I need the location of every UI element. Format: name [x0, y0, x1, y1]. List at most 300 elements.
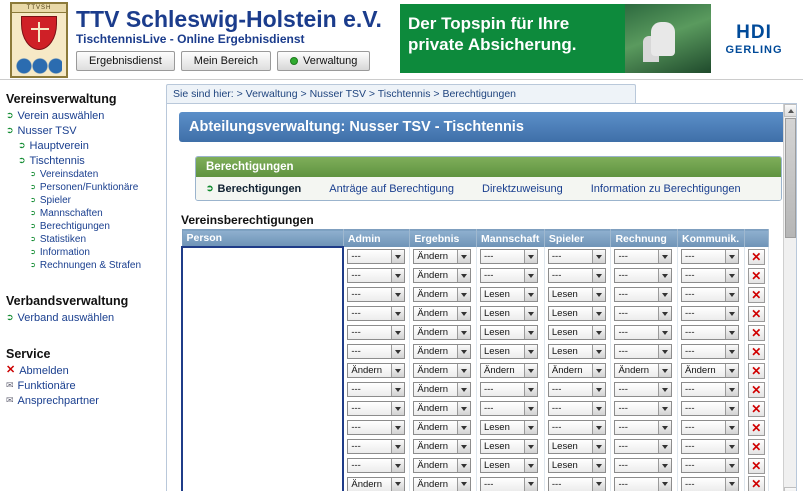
sidebar-item-personen-funktionaere[interactable]	[6, 182, 158, 194]
cell-kommunikation	[678, 456, 745, 475]
delete-row-button[interactable]: ✕	[748, 363, 765, 379]
chevron-down-icon[interactable]	[457, 345, 470, 358]
chevron-down-icon[interactable]	[592, 421, 605, 434]
select-kommunikation[interactable]	[681, 306, 739, 321]
tab-antraege-auf-berechtigung[interactable]	[329, 183, 454, 195]
sidebar-item-hauptverein[interactable]	[6, 139, 158, 153]
select-admin[interactable]	[347, 382, 405, 397]
cell-spieler	[544, 304, 611, 323]
select-spieler[interactable]	[548, 439, 606, 454]
select-admin[interactable]	[347, 287, 405, 302]
select-value: Lesen	[483, 327, 510, 338]
delete-row-button[interactable]: ✕	[748, 249, 765, 265]
sidebar-item-ansprechpartner[interactable]	[6, 394, 158, 408]
chevron-down-icon[interactable]	[658, 440, 671, 453]
select-kommunikation[interactable]	[681, 401, 739, 416]
green-arrow-icon: ➲	[30, 223, 36, 230]
chevron-down-icon[interactable]	[524, 421, 537, 434]
select-spieler[interactable]	[548, 420, 606, 435]
green-arrow-icon: ➲	[206, 183, 214, 193]
select-value: Ändern	[417, 384, 449, 395]
chevron-down-icon[interactable]	[592, 478, 605, 491]
sidebar-item-verein-auswaehlen[interactable]	[6, 109, 158, 123]
chevron-down-icon[interactable]	[725, 478, 738, 491]
select-admin[interactable]	[347, 325, 405, 340]
cell-spieler	[544, 285, 611, 304]
site-title-block	[76, 0, 396, 79]
select-rechnung[interactable]	[614, 420, 672, 435]
sidebar-item-label: Rechnungen & Strafen	[39, 260, 142, 271]
select-spieler[interactable]	[548, 344, 606, 359]
cell-mannschaft	[476, 475, 544, 491]
chevron-down-icon[interactable]	[725, 383, 738, 396]
sidebar-item-berechtigungen[interactable]	[6, 221, 158, 233]
select-kommunikation[interactable]	[681, 439, 739, 454]
chevron-down-icon[interactable]	[391, 288, 404, 301]
chevron-down-icon[interactable]	[457, 383, 470, 396]
chevron-down-icon[interactable]	[524, 307, 537, 320]
chevron-down-icon[interactable]	[725, 307, 738, 320]
select-kommunikation[interactable]	[681, 382, 739, 397]
chevron-down-icon[interactable]	[592, 440, 605, 453]
delete-row-button[interactable]: ✕	[748, 382, 765, 398]
chevron-down-icon[interactable]	[725, 402, 738, 415]
select-ergebnis[interactable]	[413, 268, 471, 283]
chevron-down-icon[interactable]	[592, 383, 605, 396]
sidebar-item-nusser-tsv[interactable]	[6, 124, 158, 138]
select-rechnung[interactable]	[614, 382, 672, 397]
select-value: Ändern	[417, 251, 449, 262]
table-row	[182, 247, 769, 266]
chevron-down-icon[interactable]	[457, 288, 470, 301]
delete-row-button[interactable]: ✕	[748, 344, 765, 360]
person-list-box[interactable]	[182, 247, 343, 491]
chevron-down-icon[interactable]	[524, 383, 537, 396]
cell-kommunikation	[678, 418, 745, 437]
chevron-down-icon[interactable]	[592, 288, 605, 301]
chevron-down-icon[interactable]	[658, 364, 671, 377]
delete-row-button[interactable]: ✕	[748, 306, 765, 322]
chevron-down-icon[interactable]	[524, 402, 537, 415]
select-value: Ändern	[417, 403, 449, 414]
chevron-down-icon[interactable]	[457, 269, 470, 282]
cell-kommunikation	[678, 437, 745, 456]
select-mannschaft[interactable]	[480, 477, 538, 491]
select-rechnung[interactable]	[614, 306, 672, 321]
chevron-down-icon[interactable]	[524, 459, 537, 472]
cell-actions	[744, 361, 768, 380]
cell-kommunikation	[678, 399, 745, 418]
chevron-down-icon[interactable]	[457, 478, 470, 491]
chevron-down-icon[interactable]	[725, 421, 738, 434]
select-kommunikation[interactable]	[681, 458, 739, 473]
select-kommunikation[interactable]	[681, 477, 739, 491]
select-mannschaft[interactable]	[480, 363, 538, 378]
chevron-down-icon[interactable]	[524, 364, 537, 377]
nav-button-verwaltung[interactable]	[277, 51, 370, 71]
chevron-down-icon[interactable]	[658, 402, 671, 415]
cell-ergebnis	[410, 437, 477, 456]
chevron-down-icon[interactable]	[592, 269, 605, 282]
select-value: Ändern	[417, 346, 449, 357]
chevron-down-icon[interactable]	[391, 269, 404, 282]
green-arrow-icon: ➲	[30, 184, 36, 191]
chevron-down-icon[interactable]	[592, 459, 605, 472]
select-kommunikation[interactable]	[681, 344, 739, 359]
tab-berechtigungen[interactable]	[206, 182, 301, 195]
select-value: ---	[685, 478, 695, 490]
chevron-down-icon[interactable]	[391, 250, 404, 263]
chevron-down-icon[interactable]	[391, 326, 404, 339]
select-admin[interactable]	[347, 458, 405, 473]
select-admin[interactable]	[347, 401, 405, 416]
chevron-down-icon[interactable]	[391, 307, 404, 320]
select-rechnung[interactable]	[614, 401, 672, 416]
cell-ergebnis	[410, 323, 477, 342]
select-value: ---	[551, 251, 562, 262]
delete-row-button[interactable]: ✕	[748, 287, 765, 303]
chevron-down-icon[interactable]	[658, 345, 671, 358]
cell-rechnung	[611, 399, 678, 418]
sidebar-item-label: Spieler	[39, 195, 72, 206]
select-spieler[interactable]	[548, 287, 606, 302]
delete-row-button[interactable]: ✕	[748, 325, 765, 341]
select-rechnung[interactable]	[614, 268, 672, 283]
select-spieler[interactable]	[548, 363, 606, 378]
subpanel-header: Berechtigungen	[196, 157, 781, 177]
select-kommunikation[interactable]	[681, 325, 739, 340]
sidebar-item-spieler[interactable]	[6, 195, 158, 207]
cell-rechnung	[611, 342, 678, 361]
select-value: Ändern	[417, 270, 449, 281]
select-value: Lesen	[483, 441, 510, 452]
sidebar-item-label: Statistiken	[39, 234, 87, 245]
sidebar-item-statistiken[interactable]	[6, 234, 158, 246]
cell-spieler	[544, 475, 611, 491]
breadcrumb: Sie sind hier: > Verwaltung > Nusser TSV > Tischtennis > Berechtigungen	[166, 84, 636, 103]
select-spieler[interactable]	[548, 477, 606, 491]
sidebar-item-funktionaere[interactable]	[6, 379, 158, 393]
sidebar-item-label: Verein auswählen	[17, 110, 105, 122]
select-ergebnis[interactable]	[413, 344, 471, 359]
chevron-down-icon[interactable]	[524, 250, 537, 263]
crest-label: TTVSH	[12, 4, 66, 13]
select-spieler[interactable]	[548, 306, 606, 321]
select-value: Ändern	[417, 365, 449, 376]
chevron-down-icon[interactable]	[524, 345, 537, 358]
column-header-rechnung: Rechnung	[611, 230, 678, 248]
select-value: ---	[618, 384, 628, 395]
select-rechnung[interactable]	[614, 249, 672, 264]
select-rechnung[interactable]	[614, 287, 672, 302]
crest-shield-icon	[21, 16, 57, 50]
cell-spieler	[544, 266, 611, 285]
site-subtitle: TischtennisLive - Online Ergebnisdienst	[76, 32, 305, 46]
sidebar-item-label: Funktionäre	[17, 380, 76, 392]
select-value: ---	[551, 422, 562, 433]
sidebar-item-mannschaften[interactable]	[6, 208, 158, 220]
tab-label: Direktzuweisung	[482, 182, 563, 195]
chevron-down-icon[interactable]	[524, 326, 537, 339]
tab-label: Berechtigungen	[217, 182, 302, 195]
select-rechnung[interactable]	[614, 477, 672, 491]
delete-row-button[interactable]: ✕	[748, 420, 765, 436]
chevron-down-icon[interactable]	[391, 478, 404, 491]
chevron-down-icon[interactable]	[658, 288, 671, 301]
select-ergebnis[interactable]	[413, 439, 471, 454]
chevron-down-icon[interactable]	[592, 250, 605, 263]
permissions-subpanel	[195, 156, 782, 201]
select-admin[interactable]	[347, 344, 405, 359]
delete-row-button[interactable]: ✕	[748, 476, 765, 491]
scroll-up-button[interactable]	[784, 104, 797, 117]
chevron-down-icon[interactable]	[592, 307, 605, 320]
scroll-thumb[interactable]	[785, 118, 796, 238]
select-rechnung[interactable]	[614, 439, 672, 454]
select-spieler[interactable]	[548, 401, 606, 416]
advertisement-banner[interactable]	[400, 4, 797, 73]
sidebar-item-label: Nusser TSV	[17, 125, 77, 137]
chevron-down-icon[interactable]	[725, 326, 738, 339]
sidebar-item-tischtennis[interactable]	[6, 154, 158, 168]
chevron-down-icon[interactable]	[524, 269, 537, 282]
chevron-down-icon[interactable]	[457, 250, 470, 263]
select-kommunikation[interactable]	[681, 268, 739, 283]
cell-actions	[744, 323, 768, 342]
select-ergebnis[interactable]	[413, 249, 471, 264]
chevron-down-icon[interactable]	[457, 364, 470, 377]
sidebar-item-vereinsdaten[interactable]	[6, 169, 158, 181]
select-ergebnis[interactable]	[413, 458, 471, 473]
chevron-down-icon[interactable]	[391, 421, 404, 434]
select-value: Ändern	[417, 422, 449, 433]
select-rechnung[interactable]	[614, 363, 672, 378]
sidebar-item-label: Vereinsdaten	[39, 169, 99, 180]
delete-row-button[interactable]: ✕	[748, 401, 765, 417]
cell-mannschaft	[476, 247, 544, 266]
sidebar-item-abmelden[interactable]	[6, 364, 158, 378]
select-spieler[interactable]	[548, 325, 606, 340]
select-value: Ändern	[417, 441, 449, 452]
chevron-down-icon[interactable]	[391, 440, 404, 453]
select-spieler[interactable]	[548, 249, 606, 264]
select-mannschaft[interactable]	[480, 344, 538, 359]
select-mannschaft[interactable]	[480, 306, 538, 321]
delete-row-button[interactable]: ✕	[748, 458, 765, 474]
select-admin[interactable]	[347, 306, 405, 321]
tab-direktzuweisung[interactable]	[482, 183, 563, 195]
cell-admin	[343, 342, 410, 361]
chevron-down-icon[interactable]	[658, 459, 671, 472]
cell-kommunikation	[678, 266, 745, 285]
delete-row-button[interactable]: ✕	[748, 439, 765, 455]
select-spieler[interactable]	[548, 458, 606, 473]
select-admin[interactable]	[347, 439, 405, 454]
chevron-down-icon[interactable]	[457, 459, 470, 472]
cell-mannschaft	[476, 399, 544, 418]
select-rechnung[interactable]	[614, 458, 672, 473]
chevron-down-icon[interactable]	[457, 440, 470, 453]
chevron-down-icon[interactable]	[457, 326, 470, 339]
cell-kommunikation	[678, 323, 745, 342]
select-ergebnis[interactable]	[413, 401, 471, 416]
green-arrow-icon: ➲	[6, 110, 14, 120]
cell-kommunikation	[678, 475, 745, 491]
chevron-down-icon[interactable]	[457, 421, 470, 434]
chevron-down-icon[interactable]	[391, 345, 404, 358]
select-value: ---	[351, 289, 361, 300]
select-value: ---	[618, 478, 628, 490]
panel-scrollbar[interactable]	[783, 104, 796, 491]
select-kommunikation[interactable]	[681, 249, 739, 264]
select-value: ---	[618, 441, 628, 452]
cell-spieler	[544, 418, 611, 437]
cell-admin	[343, 285, 410, 304]
cell-actions	[744, 380, 768, 399]
select-ergebnis[interactable]	[413, 382, 471, 397]
green-arrow-icon: ➲	[30, 262, 36, 269]
chevron-down-icon[interactable]	[391, 459, 404, 472]
cell-spieler	[544, 361, 611, 380]
column-header-kommunikation: Kommunik.	[678, 230, 745, 248]
cell-ergebnis	[410, 247, 477, 266]
select-mannschaft[interactable]	[480, 382, 538, 397]
nav-button-mein-bereich[interactable]	[181, 51, 271, 71]
select-value: ---	[685, 403, 695, 414]
cell-admin	[343, 418, 410, 437]
column-header-actions	[744, 230, 768, 248]
chevron-down-icon[interactable]	[725, 269, 738, 282]
select-value: Ändern	[417, 289, 449, 300]
sponsor-subname: GERLING	[725, 43, 783, 56]
chevron-down-icon[interactable]	[391, 364, 404, 377]
select-mannschaft[interactable]	[480, 458, 538, 473]
chevron-down-icon[interactable]	[592, 402, 605, 415]
chevron-down-icon[interactable]	[658, 250, 671, 263]
chevron-down-icon[interactable]	[725, 250, 738, 263]
select-value: Ändern	[417, 460, 449, 471]
chevron-down-icon[interactable]	[457, 402, 470, 415]
tab-information-zu-berechtigungen[interactable]	[591, 183, 741, 195]
select-mannschaft[interactable]	[480, 287, 538, 302]
cell-admin	[343, 304, 410, 323]
select-ergebnis[interactable]	[413, 420, 471, 435]
select-value: ---	[351, 422, 361, 433]
chevron-down-icon[interactable]	[592, 364, 605, 377]
scroll-down-button[interactable]	[784, 487, 797, 491]
sidebar-item-verband-auswaehlen[interactable]	[6, 311, 158, 325]
select-value: Ändern	[551, 365, 583, 376]
chevron-down-icon[interactable]	[658, 269, 671, 282]
select-value: ---	[685, 308, 695, 319]
crest-waves-icon	[16, 52, 62, 74]
select-kommunikation[interactable]	[681, 363, 739, 378]
select-ergebnis[interactable]	[413, 363, 471, 378]
chevron-down-icon[interactable]	[391, 383, 404, 396]
select-admin[interactable]	[347, 477, 405, 491]
column-header-person: Person	[182, 230, 343, 248]
select-ergebnis[interactable]	[413, 306, 471, 321]
select-ergebnis[interactable]	[413, 287, 471, 302]
chevron-down-icon[interactable]	[524, 288, 537, 301]
select-mannschaft[interactable]	[480, 325, 538, 340]
chevron-down-icon[interactable]	[658, 383, 671, 396]
select-value: Ändern	[618, 365, 650, 376]
select-admin[interactable]	[347, 363, 405, 378]
cell-mannschaft	[476, 437, 544, 456]
cell-rechnung	[611, 323, 678, 342]
delete-row-button[interactable]: ✕	[748, 268, 765, 284]
banner-line-1: Der Topspin für Ihre	[408, 14, 570, 33]
select-rechnung[interactable]	[614, 325, 672, 340]
select-value: Ändern	[351, 478, 382, 490]
cell-admin	[343, 266, 410, 285]
select-value: ---	[483, 270, 494, 281]
cell-admin	[343, 399, 410, 418]
select-mannschaft[interactable]	[480, 401, 538, 416]
chevron-down-icon[interactable]	[658, 478, 671, 491]
select-admin[interactable]	[347, 420, 405, 435]
envelope-icon: ✉	[6, 395, 14, 405]
select-mannschaft[interactable]	[480, 439, 538, 454]
select-mannschaft[interactable]	[480, 420, 538, 435]
sidebar-item-information[interactable]	[6, 247, 158, 259]
column-header-admin: Admin	[343, 230, 410, 248]
chevron-down-icon[interactable]	[658, 326, 671, 339]
chevron-down-icon[interactable]	[524, 440, 537, 453]
select-spieler[interactable]	[548, 268, 606, 283]
select-kommunikation[interactable]	[681, 420, 739, 435]
select-mannschaft[interactable]	[480, 268, 538, 283]
chevron-down-icon[interactable]	[725, 345, 738, 358]
select-rechnung[interactable]	[614, 344, 672, 359]
select-value: Ändern	[351, 365, 382, 376]
sidebar-item-rechnungen-strafen[interactable]	[6, 260, 158, 272]
select-kommunikation[interactable]	[681, 287, 739, 302]
chevron-down-icon[interactable]	[457, 307, 470, 320]
sidebar-item-label: Tischtennis	[29, 155, 85, 167]
select-value: ---	[618, 270, 628, 281]
chevron-down-icon[interactable]	[658, 421, 671, 434]
chevron-down-icon[interactable]	[391, 402, 404, 415]
sidebar-heading-vereinsverwaltung: Vereinsverwaltung	[6, 92, 117, 106]
chevron-down-icon[interactable]	[725, 288, 738, 301]
nav-button-ergebnisdienst[interactable]	[76, 51, 175, 71]
chevron-down-icon[interactable]	[725, 364, 738, 377]
sidebar	[0, 80, 162, 491]
cell-mannschaft	[476, 266, 544, 285]
select-value: ---	[483, 478, 494, 490]
chevron-down-icon[interactable]	[592, 326, 605, 339]
chevron-down-icon[interactable]	[658, 307, 671, 320]
cell-ergebnis	[410, 475, 477, 491]
tab-label: Anträge auf Berechtigung	[329, 182, 455, 195]
chevron-down-icon[interactable]	[725, 440, 738, 453]
select-mannschaft[interactable]	[480, 249, 538, 264]
subpanel-tabs	[196, 177, 781, 200]
sidebar-item-label: Verband auswählen	[17, 312, 115, 324]
select-admin[interactable]	[347, 268, 405, 283]
chevron-down-icon[interactable]	[592, 345, 605, 358]
chevron-down-icon[interactable]	[725, 459, 738, 472]
chevron-down-icon[interactable]	[524, 478, 537, 491]
select-admin[interactable]	[347, 249, 405, 264]
select-spieler[interactable]	[548, 382, 606, 397]
cell-kommunikation	[678, 380, 745, 399]
select-ergebnis[interactable]	[413, 325, 471, 340]
cell-actions	[744, 266, 768, 285]
select-ergebnis[interactable]	[413, 477, 471, 491]
